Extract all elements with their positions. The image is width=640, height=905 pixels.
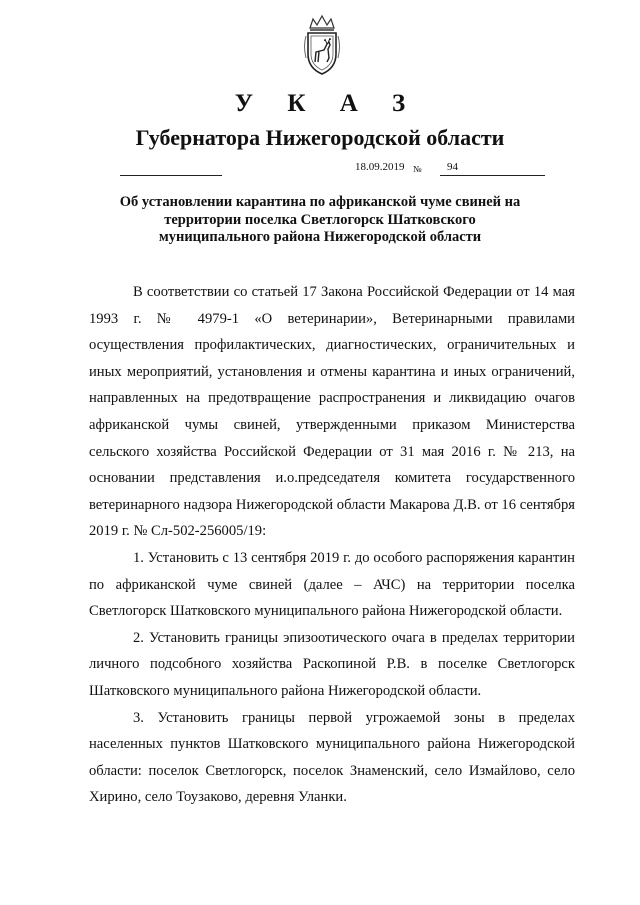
decree-heading	[100, 194, 540, 247]
number-line	[440, 175, 545, 176]
document-number: 94	[447, 161, 458, 173]
document-title: У К А З	[234, 90, 420, 117]
clause-1-paragraph: 1. Установить с 13 сентября 2019 г. до особого распоряжения карантин по африканской чуме свиней (далее – АЧС) на территории поселка Светлогорск Шатковского муниципального района Нижегородской области.	[89, 549, 575, 620]
heading-line-1: Об установлении карантина по африканской чуме свиней на	[119, 194, 521, 210]
heading-line-3: муниципального района Нижегородской области	[158, 229, 482, 245]
decree-body	[89, 279, 575, 811]
document-date: 18.09.2019	[355, 161, 405, 173]
preamble-paragraph: В соответствии со статьей 17 Закона Российской Федерации от 14 мая 1993 г. № 4979-1 «О ветеринарии», Ветеринарными правилами осуществления профилактических, диагностических, ограничительных и иных мероприятий, установления и отмены карантина и иных ограничений, направленных на предотвращение распространения и ликвидацию очагов африканской чумы свиней, утвержденными приказом Министерства сельского хозяйства Российской Федерации от 31 мая 2016 г. № 213, на основании представления и.о.председателя комитета государственного ветеринарного надзора Нижегородской области Макарова Д.В. от 16 сентября 2019 г. № Сл-502-256005/19:	[89, 284, 575, 540]
number-label: №	[413, 164, 422, 174]
document-subtitle: Губернатора Нижегородской области	[135, 125, 505, 150]
clause-3-paragraph: 3. Установить границы первой угрожаемой зоны в пределах населенных пунктов Шатковского муниципального района Нижегородской области: поселок Светлогорск, поселок Знаменский, село Измайлово, село Хирино, село Тоузаково, деревня Уланки.	[89, 709, 575, 806]
date-left-line	[120, 175, 222, 176]
clause-2-paragraph: 2. Установить границы эпизоотического очага в пределах территории личного подсобного хозяйства Раскопиной Р.В. в поселке Светлогорск Шатковского муниципального района Нижегородской области.	[89, 629, 575, 699]
heading-line-2: территории поселка Светлогорск Шатковского	[164, 211, 476, 228]
coat-of-arms-icon	[302, 14, 342, 78]
